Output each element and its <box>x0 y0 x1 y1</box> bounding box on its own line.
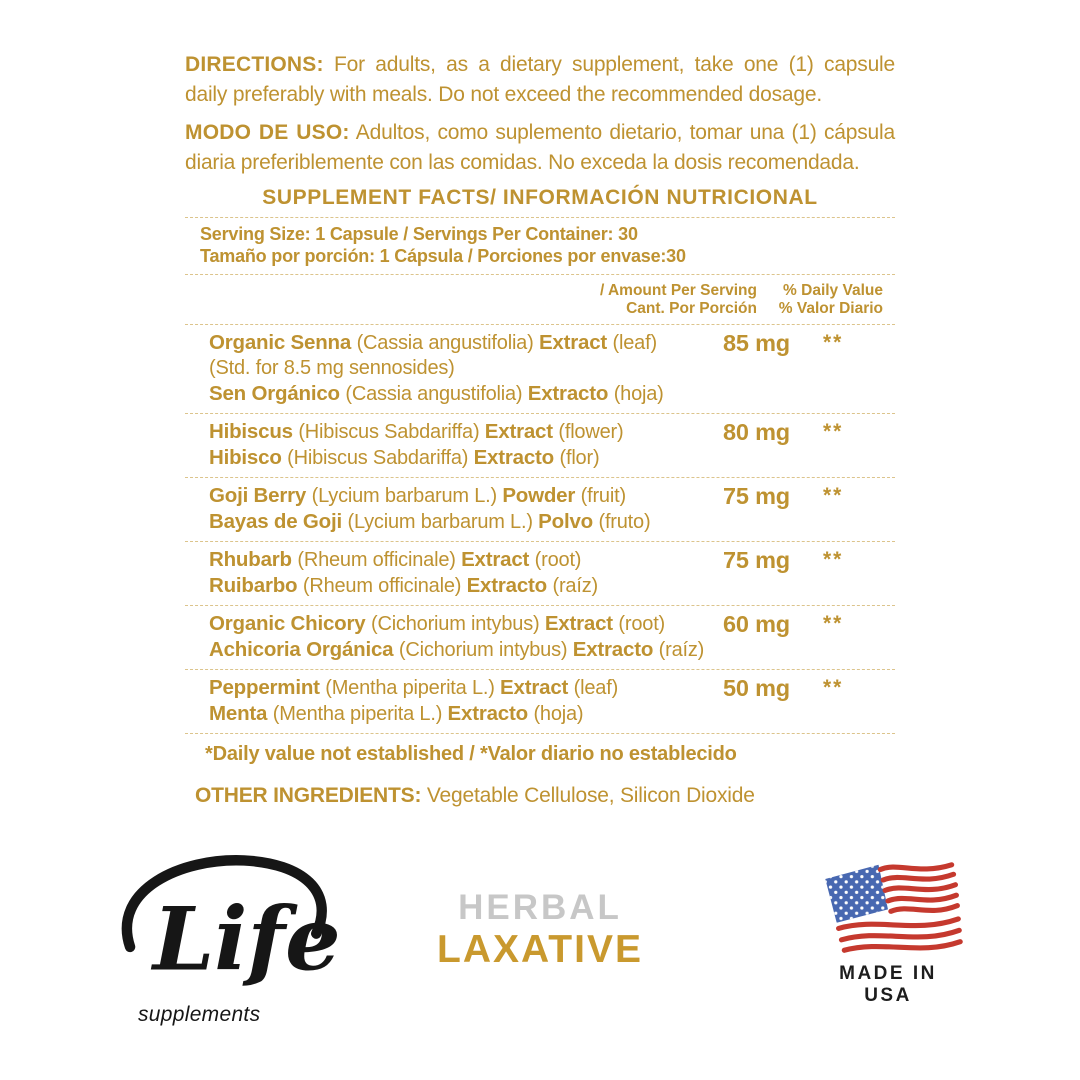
serving-size-en: Serving Size: 1 Capsule / Servings Per Container: 30 <box>200 224 638 244</box>
ingredient-amount: 60 mg <box>723 611 790 637</box>
col-amount-per-serving: / Amount Per Serving <box>599 282 757 299</box>
directions-text-en: For adults, as a dietary supplement, take one (1) capsule daily preferably with meals. Do not exceed the recommended dosage. <box>185 53 895 106</box>
ingredient-daily-value: ** <box>823 612 844 635</box>
facts-rows <box>185 325 895 734</box>
ingredient-daily-value: ** <box>823 331 844 354</box>
col-daily-value: % Daily Value <box>783 282 883 299</box>
directions-label-en: DIRECTIONS: <box>185 53 324 76</box>
directions-paragraph-en <box>185 50 895 110</box>
product-name-line2: LAXATIVE <box>437 928 643 971</box>
ingredient-name: Hibiscus (Hibiscus Sabdariffa) Extract (flower) Hibisco (Hibiscus Sabdariffa) Extracto (flor) <box>209 420 624 469</box>
ingredient-name: Organic Chicory (Cichorium intybus) Extract (root) Achicoria Orgánica (Cichorium intybus) Extracto (raíz) <box>209 612 705 661</box>
col-amount-per-serving-es: Cant. Por Porción <box>626 299 757 317</box>
other-ingredients-label: OTHER INGREDIENTS: <box>195 784 422 807</box>
supplement-facts-title: SUPPLEMENT FACTS/ INFORMACIÓN NUTRICIONAL <box>262 186 818 209</box>
facts-row <box>185 325 895 414</box>
ingredient-amount: 75 mg <box>723 547 790 573</box>
usa-flag-icon <box>812 858 964 958</box>
ingredient-daily-value: ** <box>823 676 844 699</box>
life-logo-icon <box>106 850 346 1002</box>
col-daily-value-es: % Valor Diario <box>778 299 883 317</box>
logo-wordmark: Life <box>152 887 341 991</box>
supplement-facts-panel <box>185 186 895 766</box>
serving-info <box>185 218 895 274</box>
ingredient-name: Rhubarb (Rheum officinale) Extract (root) Ruibarbo (Rheum officinale) Extracto (raíz) <box>209 548 598 597</box>
ingredient-amount: 50 mg <box>723 675 790 701</box>
facts-row <box>185 542 895 606</box>
directions-paragraph-es <box>185 118 895 178</box>
made-in-usa-text: MADE IN USA <box>839 963 937 1006</box>
label-content <box>185 50 895 808</box>
facts-row <box>185 670 895 734</box>
ingredient-daily-value: ** <box>823 484 844 507</box>
ingredient-amount: 75 mg <box>723 483 790 509</box>
ingredient-name: Goji Berry (Lycium barbarum L.) Powder (fruit) Bayas de Goji (Lycium barbarum L.) Polvo (fruto) <box>209 484 651 533</box>
brand-logo <box>106 850 346 1027</box>
branding-row <box>0 846 1080 1046</box>
facts-row <box>185 606 895 670</box>
other-ingredients <box>185 784 895 808</box>
facts-row <box>185 414 895 478</box>
ingredient-daily-value: ** <box>823 420 844 443</box>
facts-row <box>185 478 895 542</box>
product-name-line1: HERBAL <box>458 888 622 927</box>
daily-value-footnote: *Daily value not established / *Valor diario no establecido <box>205 743 737 765</box>
ingredient-name: Organic Senna (Cassia angustifolia) Extract (leaf) (Std. for 8.5 mg sennosides) Sen Orgánico (Cassia angustifolia) Extracto (hoja) <box>209 331 664 405</box>
other-ingredients-text: Vegetable Cellulose, Silicon Dioxide <box>421 784 755 807</box>
product-name <box>437 890 643 969</box>
directions-label-es: MODO DE USO: <box>185 121 350 144</box>
made-in-usa-block <box>812 858 964 1007</box>
ingredient-amount: 80 mg <box>723 419 790 445</box>
ingredient-name: Peppermint (Mentha piperita L.) Extract (leaf) Menta (Mentha piperita L.) Extracto (hoja) <box>209 676 619 725</box>
ingredient-daily-value: ** <box>823 548 844 571</box>
logo-subtitle: supplements <box>138 1003 261 1026</box>
facts-column-header <box>185 274 895 325</box>
ingredient-amount: 85 mg <box>723 330 790 356</box>
serving-size-es: Tamaño por porción: 1 Cápsula / Porciones por envase:30 <box>200 246 686 266</box>
directions-text-es: Adultos, como suplemento dietario, tomar una (1) cápsula diaria preferiblemente con las comidas. No exceda la dosis recomendada. <box>185 121 895 174</box>
